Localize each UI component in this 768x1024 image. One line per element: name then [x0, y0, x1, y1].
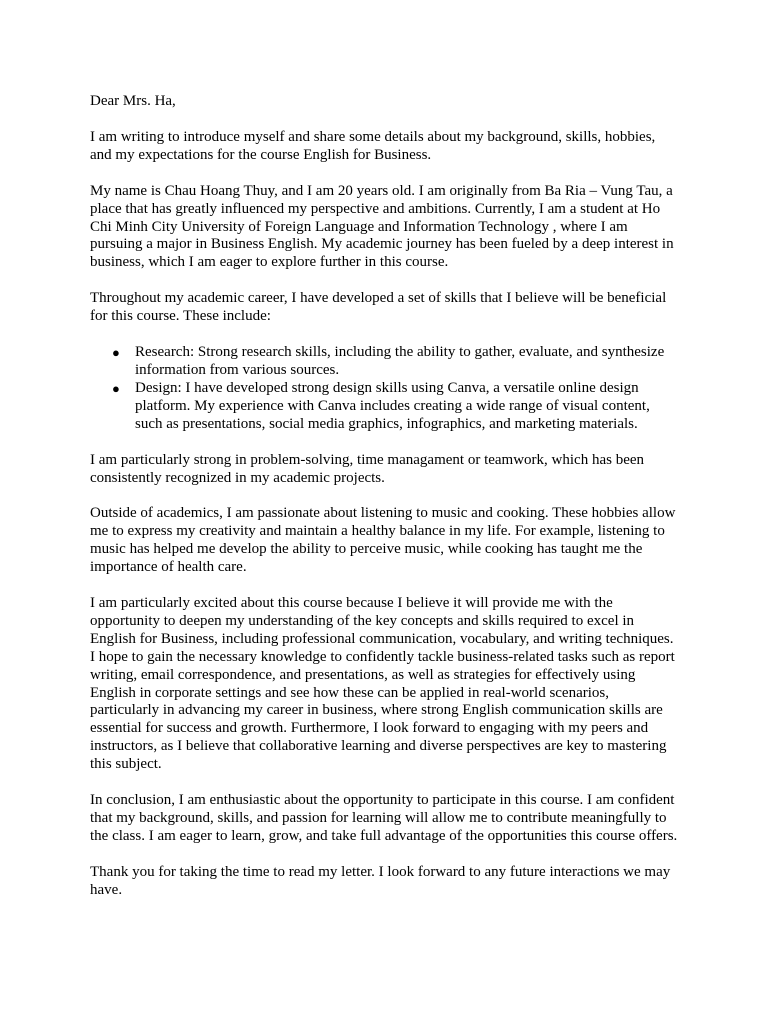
skills-list: [90, 344, 680, 434]
conclusion-paragraph: In conclusion, I am enthusiastic about the opportunity to participate in this course. I am confident that my background, skills, and passion for learning will allow me to contribute meaningfully to the class. I am eager to learn, grow, and take full advantage of the opportunities this course offers.: [90, 792, 678, 844]
intro-paragraph: I am writing to introduce myself and share some details about my background, skills, hobbies, and my expectations for the course English for Business.: [90, 128, 656, 163]
skill-item-research: [112, 344, 680, 380]
bullet-icon: ●: [112, 380, 120, 396]
skill-item-text: Design: I have developed strong design skills using Canva, a versatile online design platform. My experience with Canva includes creating a wide range of visual content, such as presentations, social media graphics, infographics, and marketing materials.: [135, 379, 650, 432]
salutation: Dear Mrs. Ha,: [90, 93, 176, 109]
closing-paragraph: Thank you for taking the time to read my letter. I look forward to any future interactions we may have.: [90, 863, 671, 898]
skill-item-design: [112, 379, 680, 434]
hobbies-paragraph: Outside of academics, I am passionate about listening to music and cooking. These hobbies allow me to express my creativity and maintain a healthy balance in my life. For example, listening to music has helped me develop the ability to perceive music, while cooking has taught me the importance of health care.: [90, 505, 676, 576]
skill-item-text: Research: Strong research skills, including the ability to gather, evaluate, and synthesize information from various sources.: [135, 344, 665, 378]
background-paragraph: My name is Chau Hoang Thuy, and I am 20 years old. I am originally from Ba Ria – Vung Tau, a place that has greatly influenced my perspective and ambitions. Currently, I am a student at Ho Chi Minh City University of Foreign Language and Information Technology , where I am pursuing a major in Business English. My academic journey has been fueled by a deep interest in business, which I am eager to explore further in this course.: [90, 182, 674, 271]
skills-intro-paragraph: Throughout my academic career, I have developed a set of skills that I believe will be beneficial for this course. These include:: [90, 290, 667, 325]
expectations-paragraph: I am particularly excited about this course because I believe it will provide me with the opportunity to deepen my understanding of the key concepts and skills required to excel in English for Business, including professional communication, vocabulary, and writing techniques. I hope to gain the necessary knowledge to confidently tackle business-related tasks such as report writing, email correspondence, and presentations, as well as strategies for effectively using English in corporate settings and see how these can be applied in real-world scenarios, particularly in advancing my career in business, where strong English communication skills are essential for success and growth. Furthermore, I look forward to engaging with my peers and instructors, as I believe that collaborative learning and diverse perspectives are key to mastering this subject.: [90, 595, 675, 773]
bullet-icon: ●: [112, 345, 120, 361]
strengths-paragraph: I am particularly strong in problem-solving, time managament or teamwork, which has been consistently recognized in my academic projects.: [90, 451, 645, 486]
